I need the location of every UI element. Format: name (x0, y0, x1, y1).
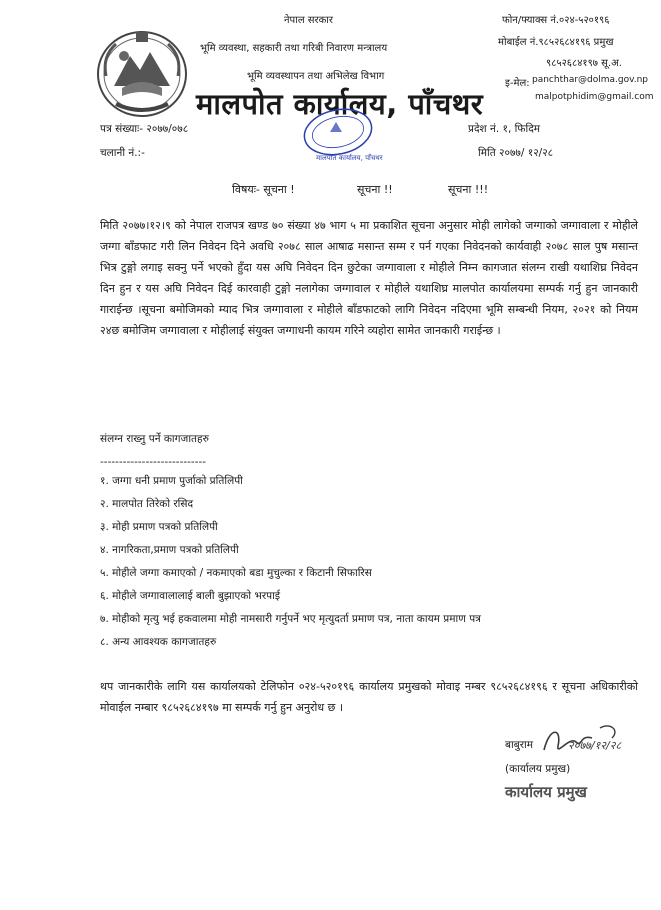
subject-label: विषयः- सूचना ! (232, 183, 295, 196)
contact-phone-fax: फोन/फ्याक्स नं.०२४-५२०१९६ (502, 15, 610, 26)
attachments-divider: ---------------------------- (100, 456, 207, 468)
office-seal-icon (296, 108, 386, 164)
handwritten-date: २०७७/१२/२८ (568, 739, 622, 752)
list-item: ६. मोहीले जग्गावालालाई बाली बुझाएको भरपाई (100, 590, 280, 602)
signer-name: बाबुराम (505, 739, 534, 751)
role-stamp: कार्यालय प्रमुख (505, 783, 587, 801)
signer-role: (कार्यालय प्रमुख) (505, 763, 571, 775)
office-title: मालपोत कार्यालय, पाँचथर (196, 87, 484, 121)
main-paragraph: मिति २०७७।१२।९ को नेपाल राजपत्र खण्ड ७० संख्या ४७ भाग ५ मा प्रकाशित सूचना अनुसार मोही लागेको जग्गाको जग्गावाला र मोहीले जग्गा बाँडफाट गरी लिन निवेदन दिने अवधि २०७८ साल आषाढ मसान्त सम्म र पर्न गएका निवेदनको कार्यवाही २०७८ साल पुष मसान्त भित्र टुङ्गो लगाइ सक्नु पर्ने भएको हुँदा यस अघि निवेदन दिन छुटेका जग्गावाला र मोहीले निम्न कागजात संलग्न राखी यथाशिघ्र निवेदन दिन हुन र यस अघि निवेदन दिई कारवाही टुङ्गो नलागेका जग्गावाल र मोहीले यथाशिघ्र मालपोत कार्यालयमा सम्पर्क गर्नु हुन जानकारी गाराईन्छ ।सूचना बमोजिमको म्याद भित्र जग्गावाला र मोहीले बाँडफाटको लागि निवेदन नदिएमा भूमि सम्बन्धी नियम, २०२१ को नियम २४छ बमोजिम जग्गावाला र मोहीलाई संयुक्त जग्गाधनी कायम गरिने व्यहोरा सामेत जानकारी गराईन्छ । (100, 219, 638, 337)
email-1: panchthar@dolma.gov.np (532, 75, 649, 85)
subject-third: सूचना !!! (448, 183, 489, 196)
list-item: ७. मोहीको मृत्यु भई हकवालमा मोही नामसारी गर्नुपर्ने भए मृत्युदर्ता प्रमाण पत्र, नाता कायम प्रमाण पत्र (100, 613, 481, 625)
letter-number: पत्र संख्याः- २०७७/०७८ (100, 123, 189, 135)
closing-paragraph: थप जानकारीके लागि यस कार्यालयको टेलिफोन ०२४-५२०१९६ कार्यालय प्रमुखको मोवाइ नम्बर ९८५२६८४१९६ र सूचना अधिकारीको मोवाईल नम्बार ९८५२६८४१९७ मा सम्पर्क गर्नु हुन अनुरोध छ । (100, 680, 638, 714)
nepal-emblem-icon (92, 26, 192, 122)
list-item: ८. अन्य आवश्यक कागजातहरु (100, 636, 217, 648)
department-line: भूमि व्यवस्थापन तथा अभिलेख विभाग (247, 71, 385, 82)
contact-mobile-2: ९८५२६८४१९७ सू.अ. (546, 58, 622, 69)
list-item: १. जग्गा धनी प्रमाण पुर्जाको प्रतिलिपी (100, 475, 243, 487)
province-line: प्रदेश नं. १, फिदिम (468, 123, 541, 135)
contact-mobile-1: मोबाईल नं.९८५२६८४१९६ प्रमुख (498, 37, 614, 48)
gov-line: नेपाल सरकार (284, 15, 333, 26)
list-item: २. मालपोत तिरेको रसिद (100, 498, 194, 510)
email-2: malpotphidim@gmail.com (535, 92, 654, 102)
attachments-heading: संलग्न राख्नु पर्ने कागजातहरु (100, 433, 209, 445)
subject-second: सूचना !! (357, 183, 393, 196)
list-item: ३. मोही प्रमाण पत्रको प्रतिलिपी (100, 521, 218, 533)
dispatch-number: चलानी नं.:- (100, 147, 145, 159)
ministry-line: भूमि व्यवस्था, सहकारी तथा गरिबी निवारण मन्त्रालय (200, 43, 388, 54)
email-label: इ-मेल: (505, 78, 530, 89)
seal-text: मालपोत कार्यालय, पाँचथर (316, 154, 383, 162)
list-item: ५. मोहीले जग्गा कमाएको / नकमाएको बडा मुचुल्का र किटानी सिफारिस (100, 567, 372, 579)
list-item: ४. नागरिकता,प्रमाण पत्रको प्रतिलिपी (100, 544, 239, 556)
attachments-list (100, 474, 640, 658)
letter-date: मिति २०७७/ १२/२८ (478, 147, 554, 159)
